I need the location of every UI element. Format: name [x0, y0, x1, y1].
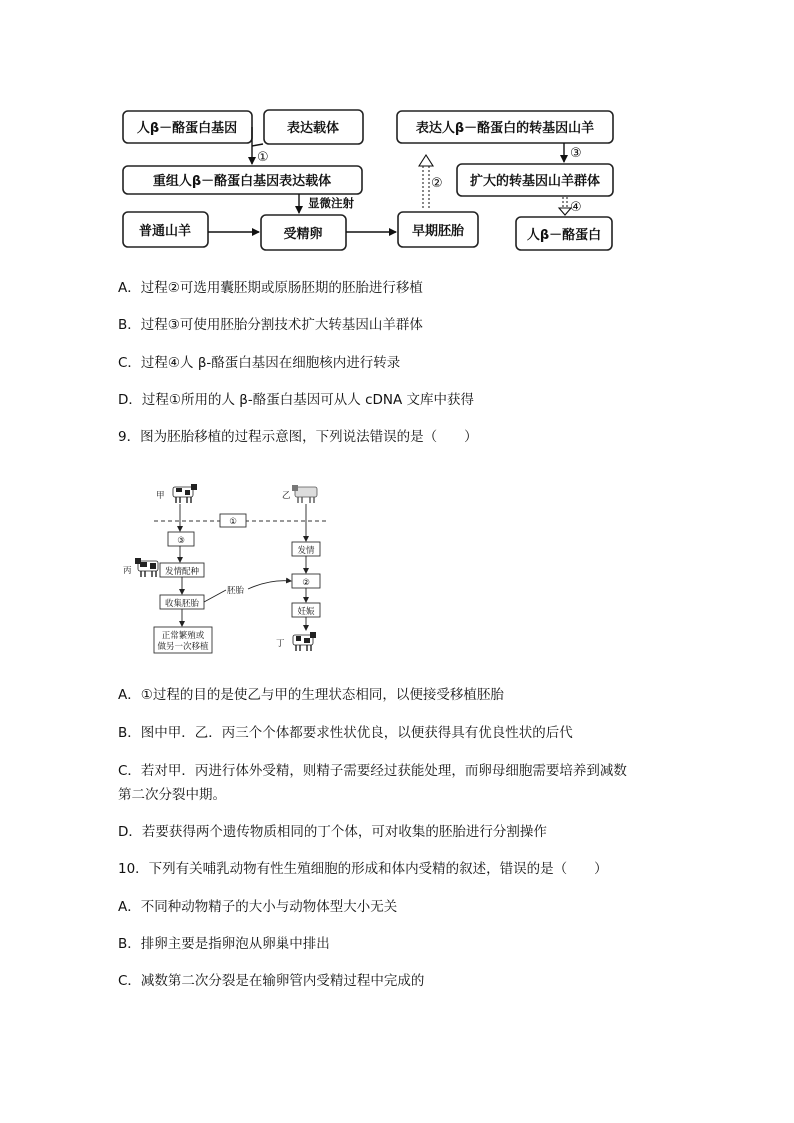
- arrow-vector-to-join: [252, 144, 263, 146]
- pregnancy-text: 妊娠: [297, 607, 315, 617]
- estrus-breeding-text: 发情配种: [164, 567, 200, 577]
- human-gene-label: 人β－酪蛋白基因: [136, 121, 238, 136]
- yi-label: 乙: [282, 491, 291, 501]
- step3-label: ③: [570, 146, 582, 161]
- cow-ding-icon: [293, 632, 316, 651]
- q9-option-b: B．图中甲．乙．丙三个个体都要求性状优良，以便获得具有优良性状的后代: [118, 725, 573, 741]
- q9-option-c: C．若对甲．丙进行体外受精，则精子需要经过获能处理，而卵母细胞需要培养到减数: [118, 763, 627, 779]
- q8-option-d: D．过程①所用的人 β-酪蛋白基因可从人 cDNA 文库中获得: [118, 392, 475, 408]
- q8-option-c: C．过程④人 β-酪蛋白基因在细胞核内进行转录: [118, 355, 401, 371]
- q9-option-d: D．若要获得两个遗传物质相同的丁个体，可对收集的胚胎进行分割操作: [118, 824, 547, 840]
- normal-reproduction-line2: 做另一次移植: [157, 642, 209, 652]
- transgenic-goat-label: 表达人β－酪蛋白的转基因山羊: [415, 121, 595, 136]
- early-embryo-label: 早期胚胎: [411, 224, 465, 239]
- q8-option-a: A．过程②可选用囊胚期或原肠胚期的胚胎进行移植: [118, 280, 423, 296]
- q10-option-a: A．不同种动物精子的大小与动物体型大小无关: [118, 899, 398, 915]
- q9-option-c-continued: 第二次分裂中期。: [118, 787, 226, 803]
- gene-engineering-flowchart: [0, 0, 794, 260]
- q9-stem: 9．图为胚胎移植的过程示意图，下列说法错误的是（ ）: [118, 429, 478, 445]
- bing-label: 丙: [123, 566, 132, 576]
- step1-label: ①: [257, 150, 269, 165]
- expanded-group-label: 扩大的转基因山羊群体: [469, 174, 601, 189]
- embryo-transfer-arrow-a: [204, 590, 226, 602]
- ding-label: 丁: [276, 639, 285, 649]
- jia-label: 甲: [156, 491, 165, 501]
- estrus-text: 发情: [297, 546, 315, 556]
- protein-label: 人β－酪蛋白: [526, 228, 602, 243]
- q10-option-b: B．排卵主要是指卵泡从卵巢中排出: [118, 936, 330, 952]
- embryo-transfer-diagram: [110, 478, 350, 658]
- step2-label: ②: [431, 176, 443, 191]
- q10-stem: 10．下列有关哺乳动物有性生殖细胞的形成和体内受精的叙述，错误的是（ ）: [118, 861, 608, 877]
- step4-label: ④: [570, 200, 582, 215]
- q8-option-b: B．过程③可使用胚胎分割技术扩大转基因山羊群体: [118, 317, 423, 333]
- cow-yi-icon: [292, 485, 317, 503]
- cow-bing-icon: [135, 558, 158, 577]
- vector-label: 表达载体: [286, 121, 340, 136]
- microinjection-label: 显微注射: [308, 196, 354, 210]
- cow-jia-icon: [173, 484, 197, 503]
- q9-option-a: A．①过程的目的是使乙与甲的生理状态相同，以便接受移植胚胎: [118, 687, 504, 703]
- step3-text: ③: [177, 536, 185, 546]
- embryo-transfer-arrow-b: [248, 581, 291, 589]
- q10-option-c: C．减数第二次分裂是在输卵管内受精过程中完成的: [118, 973, 425, 989]
- fertilized-egg-label: 受精卵: [283, 227, 323, 242]
- recombinant-vector-label: 重组人β－酪蛋白基因表达载体: [152, 174, 332, 189]
- step1-text: ①: [229, 517, 237, 527]
- normal-reproduction-line1: 正常繁殖或: [161, 631, 205, 641]
- collect-embryo-text: 收集胚胎: [164, 599, 200, 609]
- ordinary-goat-label: 普通山羊: [138, 224, 192, 239]
- step2-text: ②: [302, 578, 310, 588]
- embryo-label: 胚胎: [227, 586, 245, 596]
